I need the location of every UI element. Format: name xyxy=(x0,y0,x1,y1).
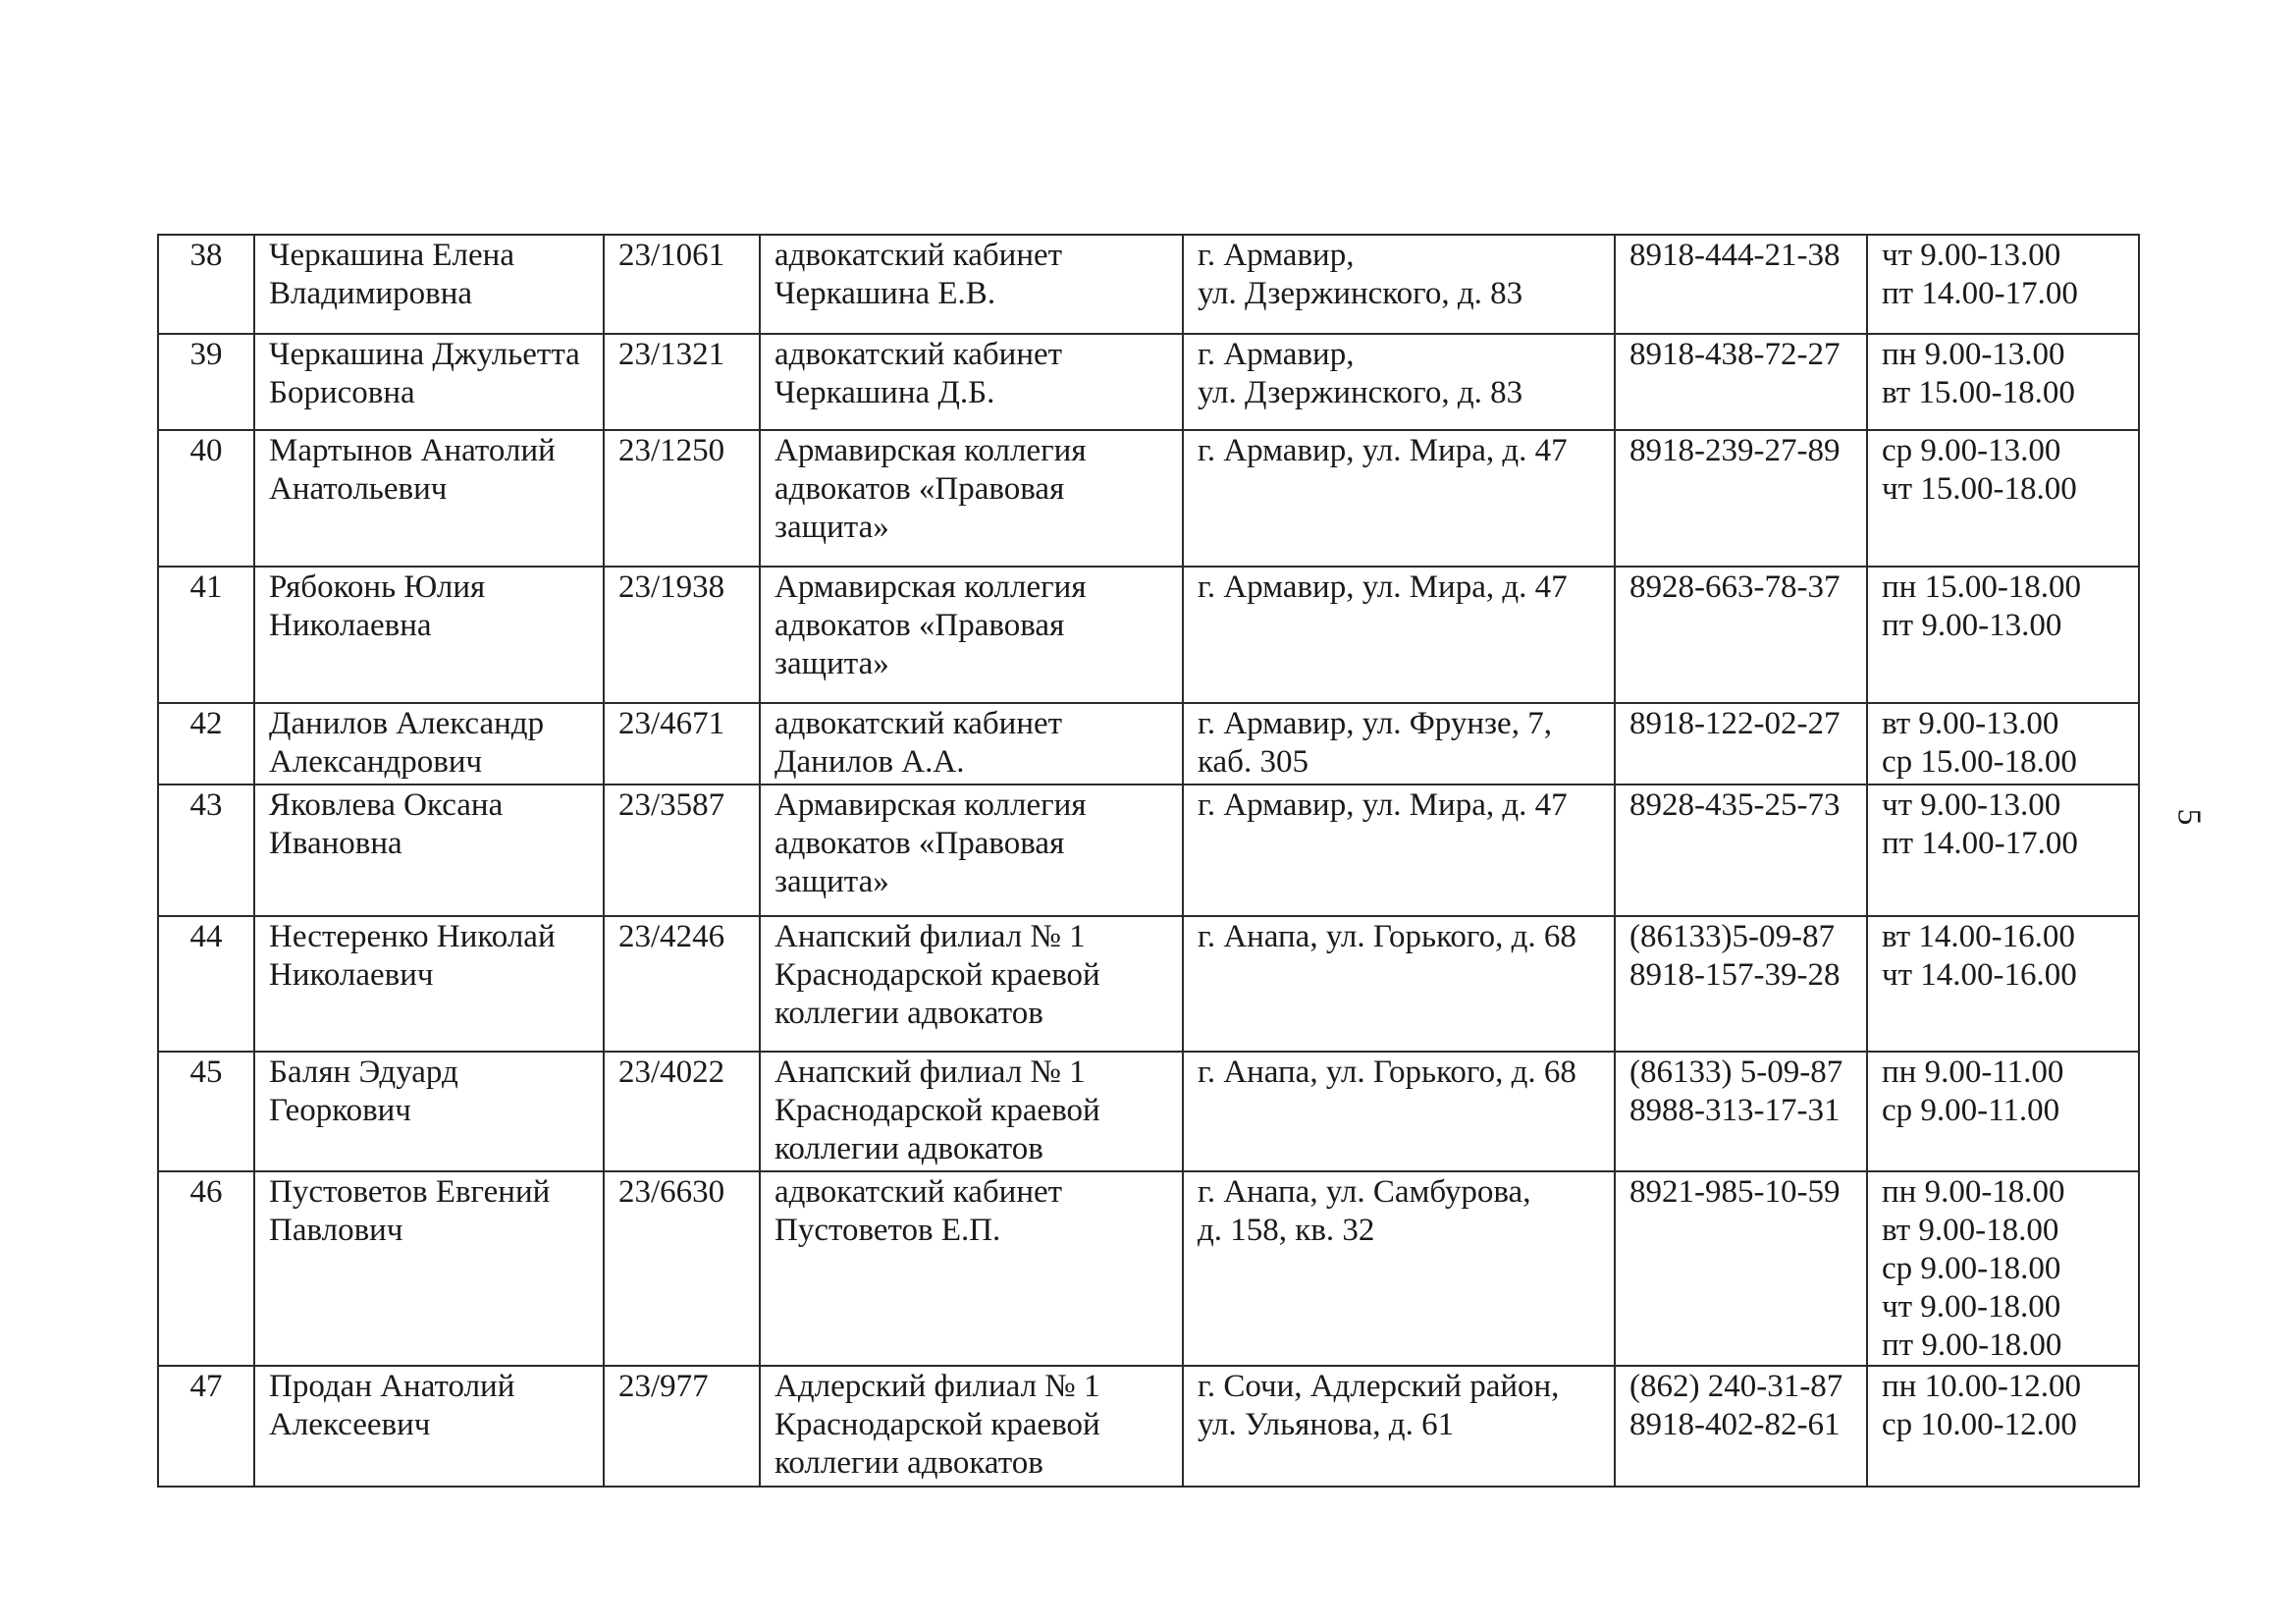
office-hours: пн 9.00-18.00 вт 9.00-18.00 ср 9.00-18.00 чт 9.00-18.00 пт 9.00-18.00 xyxy=(1867,1171,2139,1366)
office-hours: вт 14.00-16.00 чт 14.00-16.00 xyxy=(1867,916,2139,1052)
registry-number: 23/4022 xyxy=(604,1052,760,1171)
address: г. Анапа, ул. Горького, д. 68 xyxy=(1183,916,1615,1052)
office-hours: чт 9.00-13.00 пт 14.00-17.00 xyxy=(1867,235,2139,334)
address: г. Армавир, ул. Мира, д. 47 xyxy=(1183,567,1615,703)
registry-number: 23/4671 xyxy=(604,703,760,785)
table-row xyxy=(158,430,2139,567)
registry-number: 23/977 xyxy=(604,1366,760,1487)
lawyers-table xyxy=(157,234,2140,1488)
organization: Анапский филиал № 1 Краснодарской краевой коллегии адвокатов xyxy=(760,916,1183,1052)
row-number: 42 xyxy=(158,703,254,785)
registry-number: 23/3587 xyxy=(604,785,760,916)
table-row xyxy=(158,1171,2139,1366)
address: г. Армавир, ул. Мира, д. 47 xyxy=(1183,430,1615,567)
lawyer-name: Пустоветов Евгений Павлович xyxy=(254,1171,604,1366)
table-row xyxy=(158,916,2139,1052)
registry-number: 23/6630 xyxy=(604,1171,760,1366)
organization: адвокатский кабинет Данилов А.А. xyxy=(760,703,1183,785)
table-row xyxy=(158,334,2139,430)
phone: 8918-444-21-38 xyxy=(1615,235,1867,334)
table-row xyxy=(158,703,2139,785)
address: г. Армавир, ул. Дзержинского, д. 83 xyxy=(1183,334,1615,430)
registry-number: 23/1250 xyxy=(604,430,760,567)
row-number: 47 xyxy=(158,1366,254,1487)
page-number: 5 xyxy=(2170,808,2208,826)
organization: адвокатский кабинет Пустоветов Е.П. xyxy=(760,1171,1183,1366)
lawyer-name: Нестеренко Николай Николаевич xyxy=(254,916,604,1052)
lawyer-name: Продан Анатолий Алексеевич xyxy=(254,1366,604,1487)
table-row xyxy=(158,785,2139,916)
row-number: 43 xyxy=(158,785,254,916)
lawyer-name: Черкашина Джульетта Борисовна xyxy=(254,334,604,430)
office-hours: ср 9.00-13.00 чт 15.00-18.00 xyxy=(1867,430,2139,567)
table-row xyxy=(158,1052,2139,1171)
phone: 8921-985-10-59 xyxy=(1615,1171,1867,1366)
row-number: 40 xyxy=(158,430,254,567)
office-hours: вт 9.00-13.00 ср 15.00-18.00 xyxy=(1867,703,2139,785)
organization: Адлерский филиал № 1 Краснодарской краевой коллегии адвокатов xyxy=(760,1366,1183,1487)
office-hours: пн 15.00-18.00 пт 9.00-13.00 xyxy=(1867,567,2139,703)
organization: Армавирская коллегия адвокатов «Правовая защита» xyxy=(760,785,1183,916)
lawyer-name: Балян Эдуард Георкович xyxy=(254,1052,604,1171)
organization: адвокатский кабинет Черкашина Д.Б. xyxy=(760,334,1183,430)
lawyer-name: Рябоконь Юлия Николаевна xyxy=(254,567,604,703)
organization: адвокатский кабинет Черкашина Е.В. xyxy=(760,235,1183,334)
office-hours: пн 9.00-11.00 ср 9.00-11.00 xyxy=(1867,1052,2139,1171)
phone: 8928-663-78-37 xyxy=(1615,567,1867,703)
phone: (86133) 5-09-87 8988-313-17-31 xyxy=(1615,1052,1867,1171)
lawyer-name: Яковлева Оксана Ивановна xyxy=(254,785,604,916)
phone: 8918-438-72-27 xyxy=(1615,334,1867,430)
address: г. Армавир, ул. Фрунзе, 7, каб. 305 xyxy=(1183,703,1615,785)
phone: 8918-239-27-89 xyxy=(1615,430,1867,567)
office-hours: пн 10.00-12.00 ср 10.00-12.00 xyxy=(1867,1366,2139,1487)
organization: Анапский филиал № 1 Краснодарской краевой коллегии адвокатов xyxy=(760,1052,1183,1171)
address: г. Армавир, ул. Мира, д. 47 xyxy=(1183,785,1615,916)
phone: (862) 240-31-87 8918-402-82-61 xyxy=(1615,1366,1867,1487)
row-number: 38 xyxy=(158,235,254,334)
phone: (86133)5-09-87 8918-157-39-28 xyxy=(1615,916,1867,1052)
address: г. Анапа, ул. Горького, д. 68 xyxy=(1183,1052,1615,1171)
lawyer-name: Данилов Александр Александрович xyxy=(254,703,604,785)
address: г. Анапа, ул. Самбурова, д. 158, кв. 32 xyxy=(1183,1171,1615,1366)
organization: Армавирская коллегия адвокатов «Правовая защита» xyxy=(760,430,1183,567)
address: г. Армавир, ул. Дзержинского, д. 83 xyxy=(1183,235,1615,334)
registry-number: 23/1938 xyxy=(604,567,760,703)
lawyer-name: Мартынов Анатолий Анатольевич xyxy=(254,430,604,567)
row-number: 45 xyxy=(158,1052,254,1171)
office-hours: пн 9.00-13.00 вт 15.00-18.00 xyxy=(1867,334,2139,430)
registry-number: 23/4246 xyxy=(604,916,760,1052)
row-number: 39 xyxy=(158,334,254,430)
table-row xyxy=(158,567,2139,703)
registry-number: 23/1321 xyxy=(604,334,760,430)
table-row xyxy=(158,1366,2139,1487)
organization: Армавирская коллегия адвокатов «Правовая защита» xyxy=(760,567,1183,703)
phone: 8928-435-25-73 xyxy=(1615,785,1867,916)
phone: 8918-122-02-27 xyxy=(1615,703,1867,785)
address: г. Сочи, Адлерский район, ул. Ульянова, д. 61 xyxy=(1183,1366,1615,1487)
row-number: 41 xyxy=(158,567,254,703)
table-row xyxy=(158,235,2139,334)
registry-number: 23/1061 xyxy=(604,235,760,334)
row-number: 44 xyxy=(158,916,254,1052)
lawyer-name: Черкашина Елена Владимировна xyxy=(254,235,604,334)
row-number: 46 xyxy=(158,1171,254,1366)
office-hours: чт 9.00-13.00 пт 14.00-17.00 xyxy=(1867,785,2139,916)
